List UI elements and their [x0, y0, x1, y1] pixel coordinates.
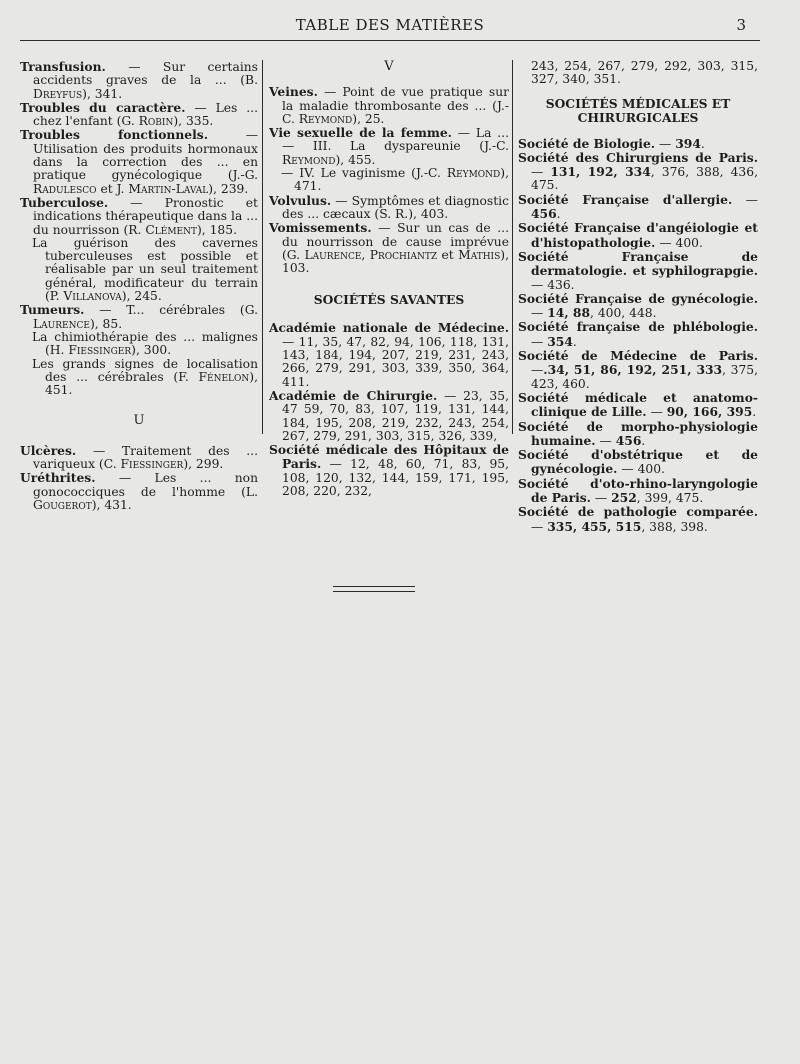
- entry-text: — Les ... non gonococciques de l'homme (L.: [33, 471, 258, 499]
- author-name: Reymond: [298, 111, 353, 126]
- author-name: Prochiantz: [369, 247, 438, 262]
- society-pages: —: [595, 433, 616, 448]
- society-pages-bold: 131, 192, 334: [550, 164, 651, 180]
- entry-text: ,: [361, 247, 370, 262]
- society-pages: —: [732, 192, 758, 207]
- entry-page-ref: ), 431.: [91, 497, 132, 512]
- society-pages: — 400.: [617, 462, 665, 477]
- entry-text: — Les ... chez l'enfant (G.: [33, 100, 258, 129]
- end-rule-top: [333, 586, 415, 587]
- entry-page-ref: ), 451.: [45, 369, 258, 398]
- running-header: [20, 16, 760, 41]
- society-name: Société française de phlébologie.: [518, 319, 758, 335]
- society-pages: —: [531, 165, 551, 180]
- section-heading-societes-savantes: SOCIÉTÉS SAVANTES: [313, 292, 465, 308]
- society-name: Académie nationale de Médecine.: [269, 320, 509, 336]
- society-name: Société médicale et anatomo-clinique de Lille.: [518, 389, 758, 420]
- author-name: Clément: [145, 222, 197, 237]
- index-entry: [20, 196, 258, 237]
- index-subentry: [20, 331, 258, 358]
- society-name: Société Française d'allergie.: [518, 191, 733, 207]
- society-entry: [269, 443, 509, 498]
- society-name: Société de Médecine de Paris.: [518, 348, 758, 364]
- author-name: Robin: [138, 114, 174, 129]
- section-heading-societes-medicales: SOCIÉTÉS MÉDICALES ET CHIRURGICALES: [545, 95, 731, 125]
- society-entry: [518, 221, 758, 250]
- letter-heading-v: V: [384, 59, 394, 74]
- society-pages: — 12, 48, 60, 71, 83, 95, 108, 120, 132, 144, 159, 171, 195, 208, 220, 232,: [282, 457, 509, 499]
- index-entry: [20, 60, 258, 101]
- society-pages-bold: 394: [675, 135, 701, 151]
- society-pages: — 23, 35, 47 59, 70, 83, 107, 119, 131, 144, 184, 195, 208, 219, 232, 243, 254, 267, 279, 291, 303, 315, 326, 339,: [282, 388, 509, 443]
- entry-heading: Troubles fonctionnels.: [20, 127, 209, 143]
- society-pages: , 388, 398.: [641, 519, 708, 534]
- entry-text: — Point de vue pratique sur la maladie thrombosante des ... (J.-C.: [282, 85, 509, 126]
- entry-page-ref: ), 471.: [294, 166, 509, 194]
- society-entry: [269, 389, 509, 443]
- society-name: Société Française de gynécologie.: [518, 290, 758, 306]
- entry-page-ref: ), 239.: [208, 181, 249, 196]
- entry-heading: Tumeurs.: [20, 302, 85, 318]
- entry-heading: Ulcères.: [20, 442, 77, 458]
- society-name: Société d'oto-rhino-laryngologie de Paris.: [518, 475, 758, 506]
- society-name: Académie de Chirurgie.: [269, 387, 438, 403]
- society-name: Société de pathologie comparée.: [518, 504, 758, 520]
- index-entry: [20, 101, 258, 129]
- author-name: Laurence: [33, 316, 90, 331]
- entry-text: — Pronostic et indications thérapeutique dans la ... du nourrisson (R.: [33, 195, 258, 237]
- entry-text: — Symptômes et diagnostic des ... cæcaux (S. R.), 403.: [282, 193, 509, 221]
- entry-text: — Utilisation des produits hormonaux dans la correction des ... en pratique gynécologique (J.-G.: [33, 128, 258, 183]
- index-entry: [269, 221, 509, 275]
- author-name: Villanova: [63, 289, 122, 304]
- entry-page-ref: ), 300.: [131, 343, 172, 358]
- entry-heading: Transfusion.: [20, 59, 106, 74]
- society-pages: , 376, 388, 436, 475.: [531, 165, 758, 193]
- entry-text: — Sur un cas de ... du nourrisson de cause imprévue (G.: [282, 221, 509, 262]
- society-entry: [518, 320, 758, 349]
- author-name: Dreyfus: [33, 86, 83, 101]
- society-pages-bold: 354: [547, 333, 573, 349]
- society-name: Société des Chirurgiens de Paris.: [518, 149, 758, 165]
- index-subentry: [20, 237, 258, 303]
- society-name: Société de morpho-physiologie humaine.: [518, 418, 758, 448]
- entry-text: — Sur certains accidents graves de la ... (B.: [33, 60, 258, 88]
- society-pages-bold: 252: [611, 490, 637, 506]
- entry-text: La chimiothérapie des ... malignes (H.: [32, 329, 258, 358]
- society-entry: [518, 292, 758, 321]
- society-entry: [269, 321, 509, 388]
- entry-heading: Vomissements.: [269, 220, 372, 236]
- society-pages: , 400, 448.: [590, 306, 657, 321]
- society-entry: [518, 420, 758, 449]
- society-entry: [518, 448, 758, 477]
- society-name: Société d'obstétrique et de gynécologie.: [518, 447, 758, 477]
- society-entry: [518, 250, 758, 292]
- society-pages: , 375, 423, 460.: [531, 363, 758, 391]
- author-name: Fiessinger: [120, 457, 184, 472]
- author-name: Reymond: [446, 166, 501, 181]
- society-pages-bold: 14, 88: [547, 305, 591, 321]
- society-pages-bold: 456: [531, 206, 557, 222]
- society-entry: [518, 349, 758, 391]
- society-entry: [518, 505, 758, 534]
- entry-heading: Vie sexuelle de la femme.: [269, 125, 452, 141]
- society-name: Société Française de dermatologie. et syphilograpgie.: [518, 248, 758, 279]
- page-title: TABLE DES MATIÈRES: [295, 16, 485, 34]
- society-pages: —: [646, 405, 667, 420]
- column-rule-left: [262, 60, 263, 434]
- society-pages-bold: 335, 455, 515: [547, 518, 642, 534]
- society-name: Société Française d'angéiologie et d'histopathologie.: [518, 220, 758, 250]
- society-entry: [518, 391, 758, 420]
- society-pages-bold: 90, 166, 395: [666, 404, 753, 420]
- index-column-3: [518, 60, 758, 534]
- society-pages: —: [590, 491, 612, 506]
- author-name: Martin-Laval: [128, 181, 209, 196]
- society-pages: .: [700, 136, 705, 151]
- author-name: Radulesco: [33, 181, 97, 196]
- society-name: Société de Biologie.: [518, 135, 656, 151]
- society-entry: [518, 151, 758, 193]
- author-name: Laurence: [304, 247, 362, 262]
- society-pages: —: [655, 136, 676, 151]
- society-pages: .: [556, 207, 561, 222]
- entry-text: Les grands signes de localisation des ... cérébrales (F.: [32, 356, 258, 384]
- index-entry: [20, 303, 258, 331]
- society-name: Société médicale des Hôpitaux de Paris.: [269, 442, 509, 472]
- index-entry: [269, 194, 509, 222]
- entry-text: La guérison des cavernes tuberculeuses est possible et réalisable par un seul traitement général, modificateur du terrain (P.: [32, 235, 258, 304]
- society-pages: —: [531, 363, 544, 378]
- entry-page-ref: ), 25.: [352, 111, 385, 126]
- entry-heading: Uréthrites.: [20, 470, 96, 486]
- society-entry-continuation: 243, 254, 267, 279, 292, 303, 315, 327, 340, 351.: [531, 59, 758, 87]
- entry-text: — La ... — III. La dyspareunie (J.-C.: [282, 126, 509, 154]
- entry-page-ref: ), 341.: [82, 86, 123, 101]
- society-pages: , 399, 475.: [636, 491, 704, 506]
- entry-page-ref: ), 85.: [89, 316, 123, 331]
- index-entry: [20, 128, 258, 195]
- entry-text: — IV. Le vaginisme (J.-C.: [281, 166, 447, 181]
- society-pages-bold: 456: [615, 432, 642, 448]
- entry-page-ref: ), 245.: [121, 289, 162, 304]
- author-name: Gougerot: [33, 497, 92, 512]
- entry-page-ref: ), 103.: [282, 247, 509, 276]
- society-entry: [518, 193, 758, 222]
- entry-heading: Veines.: [269, 84, 318, 100]
- author-name: Mathis: [458, 247, 501, 262]
- entry-page-ref: ), 299.: [183, 457, 224, 472]
- entry-text: — T... cérébrales (G.: [84, 303, 258, 318]
- index-column-1: [20, 60, 258, 512]
- entry-text: et: [437, 247, 459, 262]
- index-entry: [269, 85, 509, 126]
- index-subentry: [20, 358, 258, 398]
- index-entry: [20, 471, 258, 512]
- society-pages-bold: .34, 51, 86, 192, 251, 333: [543, 362, 723, 378]
- entry-text: et J.: [96, 181, 129, 196]
- entry-page-ref: ), 185.: [196, 222, 237, 237]
- index-subentry: [269, 167, 509, 194]
- end-rule-bottom: [333, 591, 415, 592]
- society-entry: [518, 477, 758, 506]
- index-column-2: [269, 60, 509, 498]
- index-entry: [269, 126, 509, 167]
- entry-text: — Traitement des ... variqueux (C.: [33, 443, 258, 472]
- society-pages: — 400.: [655, 235, 703, 250]
- society-pages: .: [572, 334, 577, 349]
- society-pages: —: [531, 519, 548, 534]
- entry-page-ref: ), 455.: [335, 152, 376, 167]
- entry-heading: Volvulus.: [269, 192, 332, 208]
- column-rule-right: [512, 60, 513, 434]
- society-pages: .: [752, 405, 757, 420]
- entry-heading: Troubles du caractère.: [20, 99, 186, 115]
- page-number: 3: [736, 16, 746, 34]
- author-name: Fiessinger: [68, 343, 132, 358]
- entry-heading: Tuberculose.: [20, 194, 109, 210]
- society-entry: [518, 137, 758, 151]
- society-pages: —: [531, 306, 548, 321]
- society-pages: — 11, 35, 47, 82, 94, 106, 118, 131, 143, 184, 194, 207, 219, 231, 243, 266, 279, 291, 303, 339, 350, 364, 411.: [282, 334, 509, 389]
- society-pages: .: [641, 433, 646, 448]
- author-name: Reymond: [282, 152, 336, 167]
- society-pages: —: [531, 334, 548, 349]
- index-entry: [20, 444, 258, 472]
- society-pages: — 436.: [531, 277, 575, 292]
- author-name: Fénelon: [198, 369, 250, 384]
- letter-heading-u: U: [133, 413, 145, 429]
- entry-page-ref: ), 335.: [173, 114, 214, 129]
